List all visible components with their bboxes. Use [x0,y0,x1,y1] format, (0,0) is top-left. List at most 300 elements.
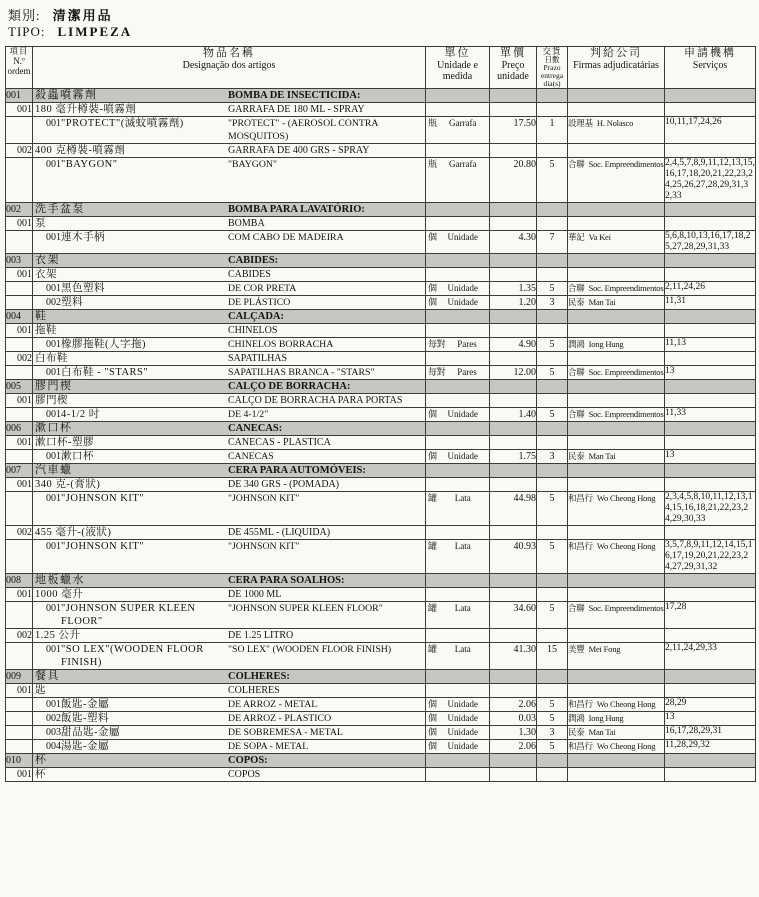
name-pt: SAPATILHAS [228,353,288,364]
name-pt: "JOHNSON KIT" [228,541,300,552]
designation-cell [33,698,426,712]
unit-cell [426,324,490,338]
delivery-days-cell: 3 [537,726,568,740]
designation-wrap [33,450,425,463]
item-number-cell: 009 [6,670,33,684]
unit-price-cell: 2.06 [490,740,537,754]
firm-pt: Iong Hung [588,339,624,349]
designation-cell [33,492,426,526]
delivery-days-cell [537,144,568,158]
unit-pt: Garrafa [449,159,477,169]
item-number-cell [6,408,33,422]
name-pt: "BAYGON" [228,159,278,170]
delivery-days-cell [537,588,568,602]
section-row [6,310,756,324]
firm-zh: 和昌行 [568,741,593,751]
section-row [6,464,756,478]
designation-cell [33,296,426,310]
designation-wrap [33,158,425,171]
name-zh: "SO LEX"(WOODEN FLOOR FINISH) [61,644,204,668]
name-zh: 漱口杯-塑膠 [35,437,94,448]
unit-price-cell: 40.93 [490,540,537,574]
item-number-cell: 001 [6,394,33,408]
designation-cell [33,450,426,464]
col-firm-zh: 判給公司 [590,47,642,59]
sub-item-number: 002 [46,713,61,724]
designation-cell [33,217,426,231]
unit-cell [426,231,490,254]
unit-pt: Unidade [447,727,478,737]
designation-cell [33,89,426,103]
sub-item-number: 001 [46,367,61,378]
services-cell [665,268,756,282]
item-number-cell: 005 [6,380,33,394]
unit-zh: 個 [428,727,437,737]
designation-wrap [33,380,425,393]
designation-wrap [33,366,425,379]
unit-price-cell [490,103,537,117]
name-pt: CANECAS - PLASTICA [228,437,331,448]
col-item-zh: 項目 [9,46,29,56]
group-row [6,394,756,408]
sub-item-number: 002 [46,297,61,308]
name-zh: 洗手盆泵 [35,203,85,215]
designation-wrap [33,103,425,116]
delivery-days-cell [537,217,568,231]
unit-price-cell [490,526,537,540]
delivery-days-cell [537,103,568,117]
services-cell [665,203,756,217]
name-zh: 400 克樽裝-噴霧劑 [35,145,126,156]
unit-cell [426,754,490,768]
services-cell: 5,6,8,10,13,16,17,18,25,27,28,29,31,33 [665,231,756,254]
section-row [6,754,756,768]
name-pt: "JOHNSON KIT" [228,493,300,504]
name-pt: "PROTECT" - (AEROSOL CONTRA MOSQUITOS) [228,118,378,142]
unit-price-cell [490,203,537,217]
delivery-days-cell [537,203,568,217]
section-row [6,574,756,588]
item-number-cell [6,158,33,203]
unit-cell [426,203,490,217]
col-price-zh: 單價 [500,47,526,59]
delivery-days-cell: 5 [537,602,568,629]
item-number-cell: 001 [6,588,33,602]
designation-cell [33,643,426,670]
delivery-days-cell [537,352,568,366]
delivery-days-cell [537,629,568,643]
services-cell [665,380,756,394]
section-row [6,254,756,268]
delivery-days-cell: 5 [537,408,568,422]
delivery-days-cell: 5 [537,282,568,296]
unit-cell [426,282,490,296]
group-row [6,144,756,158]
item-number-cell [6,643,33,670]
item-number-cell: 001 [6,436,33,450]
col-header-item [6,47,33,89]
col-header-services [665,47,756,89]
unit-price-cell [490,629,537,643]
name-zh: 杯 [35,754,48,766]
unit-pt: Lata [454,541,471,551]
name-zh: "JOHNSON KIT" [61,493,145,504]
group-row [6,352,756,366]
delivery-days-cell [537,254,568,268]
designation-wrap [33,670,425,683]
unit-cell [426,408,490,422]
unit-pt: Lata [454,493,471,503]
firm-pt: Man Tai [588,727,616,737]
unit-price-cell [490,670,537,684]
unit-cell [426,726,490,740]
name-zh: "PROTECT"(滅蚊噴霧劑) [61,118,184,129]
delivery-days-cell [537,526,568,540]
item-number-cell: 008 [6,574,33,588]
unit-cell [426,602,490,629]
unit-cell [426,478,490,492]
unit-price-cell: 1.35 [490,282,537,296]
services-cell [665,217,756,231]
name-pt: DE 340 GRS - (POMADA) [228,479,340,490]
awarded-firm-cell [568,740,665,754]
awarded-firm-cell [568,698,665,712]
services-cell [665,574,756,588]
item-number-cell: 002 [6,203,33,217]
firm-zh: 合聯 [568,603,585,613]
unit-price-cell: 44.98 [490,492,537,526]
unit-pt: Lata [454,603,471,613]
name-pt: DE 1000 ML [228,589,282,600]
group-row [6,436,756,450]
unit-cell [426,380,490,394]
item-row [6,231,756,254]
unit-cell [426,422,490,436]
name-pt: CABIDES [228,269,271,280]
unit-zh: 每對 [428,367,446,377]
services-cell: 3,5,7,8,9,11,12,14,15,16,17,19,20,21,22,23,24,27,29,31,32 [665,540,756,574]
unit-cell [426,436,490,450]
unit-zh: 個 [428,297,437,307]
name-pt: DE PLÁSTICO [228,297,291,308]
section-row [6,380,756,394]
awarded-firm-cell [568,726,665,740]
name-pt: DE SOBREMESA - METAL [228,727,343,738]
type-label: TIPO: [8,24,46,39]
unit-price-cell [490,574,537,588]
name-zh: 455 毫升-(液狀) [35,527,112,538]
designation-wrap [33,540,425,553]
awarded-firm-cell [568,324,665,338]
designation-cell [33,310,426,324]
unit-price-cell: 2.06 [490,698,537,712]
item-number-cell [6,338,33,352]
firm-zh: 設理基 [568,118,593,128]
unit-cell [426,352,490,366]
services-cell [665,768,756,782]
item-number-cell [6,450,33,464]
item-row [6,602,756,629]
designation-cell [33,670,426,684]
name-zh: "JOHNSON SUPER KLEEN FLOOR" [61,603,196,627]
firm-pt: Soc. Empreendimentos [588,603,664,613]
designation-cell [33,629,426,643]
sub-item-number: 001 [46,493,61,504]
awarded-firm-cell [568,602,665,629]
awarded-firm-cell [568,574,665,588]
name-zh: 飯匙-金屬 [61,699,109,710]
designation-cell [33,602,426,629]
designation-wrap [33,588,425,601]
designation-wrap [33,144,425,157]
awarded-firm-cell [568,408,665,422]
type-value: LIMPEZA [57,24,133,39]
firm-zh: 合聯 [568,409,585,419]
name-zh: 膠門楔 [35,380,73,392]
awarded-firm-cell [568,422,665,436]
name-zh: 漱口杯 [35,422,73,434]
unit-zh: 個 [428,232,437,242]
sub-item-number: 001 [46,603,61,614]
delivery-days-cell [537,574,568,588]
category-label: 類別: [8,8,41,23]
group-row [6,268,756,282]
sub-item-number: 001 [46,118,61,129]
firm-zh: 民泰 [568,297,585,307]
articles-table [5,46,756,782]
name-zh: 白布鞋 - "STARS" [61,367,149,378]
services-cell [665,526,756,540]
awarded-firm-cell [568,436,665,450]
unit-price-cell: 41.30 [490,643,537,670]
services-cell [665,670,756,684]
awarded-firm-cell [568,117,665,144]
name-pt: DE ARROZ - METAL [228,699,318,710]
services-cell: 2,4,5,7,8,9,11,12,13,15,16,17,18,20,21,22,23,24,25,26,27,28,29,31,32,33 [665,158,755,201]
unit-price-cell [490,422,537,436]
firm-pt: H. Nolasco [596,118,634,128]
unit-cell [426,526,490,540]
designation-cell [33,352,426,366]
services-cell: 13 [665,712,756,726]
name-pt: DE SOPA - METAL [228,741,309,752]
delivery-days-cell [537,268,568,282]
awarded-firm-cell [568,464,665,478]
name-zh: 白布鞋 [35,353,68,364]
item-number-cell: 001 [6,768,33,782]
firm-pt: Mei Fong [588,644,621,654]
name-pt: DE 4-1/2" [228,409,269,420]
delivery-days-cell: 3 [537,296,568,310]
unit-price-cell: 1.75 [490,450,537,464]
designation-cell [33,231,426,254]
delivery-days-cell: 1 [537,117,568,144]
firm-zh: 合聯 [568,283,585,293]
name-zh: 拖鞋 [35,325,57,336]
unit-zh: 每對 [428,339,446,349]
services-cell [665,103,756,117]
delivery-days-cell: 5 [537,338,568,352]
sub-item-number: 001 [46,159,61,170]
designation-wrap [33,231,425,244]
item-number-cell [6,740,33,754]
item-number-cell [6,698,33,712]
name-pt: SAPATILHAS BRANCA - "STARS" [228,367,375,378]
col-price-pt: Preço unidade [497,60,529,82]
group-row [6,768,756,782]
col-days-zh: 交貨 [542,46,562,56]
name-zh: 甜品匙-金屬 [61,727,120,738]
designation-wrap [33,117,425,143]
services-cell: 11,33 [665,408,756,422]
unit-price-cell [490,380,537,394]
awarded-firm-cell [568,768,665,782]
name-zh: 地板蠟水 [35,574,85,586]
awarded-firm-cell [568,231,665,254]
designation-cell [33,740,426,754]
unit-pt: Lata [454,644,471,654]
item-row [6,740,756,754]
unit-price-cell [490,324,537,338]
designation-wrap [33,492,425,505]
item-number-cell: 003 [6,254,33,268]
designation-wrap [33,602,425,628]
section-row [6,422,756,436]
sub-item-number: 001 [46,339,61,350]
services-cell: 11,13 [665,338,756,352]
delivery-days-cell: 5 [537,158,568,203]
name-pt: BOMBA [228,218,265,229]
awarded-firm-cell [568,478,665,492]
item-number-cell [6,296,33,310]
unit-cell [426,450,490,464]
unit-zh: 個 [428,409,437,419]
delivery-days-cell [537,89,568,103]
designation-cell [33,103,426,117]
awarded-firm-cell [568,203,665,217]
awarded-firm-cell [568,712,665,726]
item-number-cell: 001 [6,478,33,492]
designation-wrap [33,352,425,365]
col-header-days [537,47,568,89]
name-zh: 飯匙-塑料 [61,713,109,724]
services-cell [665,352,756,366]
col-unit-zh: 單位 [444,47,471,59]
unit-zh: 罐 [428,644,437,654]
awarded-firm-cell [568,684,665,698]
name-pt: DE 1.25 LITRO [228,630,294,641]
unit-price-cell [490,684,537,698]
sub-item-number: 001 [46,541,61,552]
name-zh: "BAYGON" [61,159,118,170]
item-number-cell [6,117,33,144]
name-zh: 塑料 [61,297,83,308]
unit-pt: Pares [457,367,477,377]
section-row [6,203,756,217]
unit-cell [426,394,490,408]
unit-cell [426,574,490,588]
group-row [6,526,756,540]
designation-wrap [33,643,425,669]
designation-wrap [33,268,425,281]
unit-price-cell [490,268,537,282]
item-number-cell: 006 [6,422,33,436]
awarded-firm-cell [568,394,665,408]
item-number-cell [6,231,33,254]
designation-wrap [33,282,425,295]
awarded-firm-cell [568,526,665,540]
designation-wrap [33,310,425,323]
unit-price-cell [490,464,537,478]
item-number-cell [6,540,33,574]
unit-pt: Unidade [447,297,478,307]
unit-zh: 個 [428,451,437,461]
name-zh: 汽車蠟 [35,464,73,476]
unit-cell [426,268,490,282]
designation-cell [33,436,426,450]
awarded-firm-cell [568,540,665,574]
item-number-cell [6,366,33,380]
awarded-firm-cell [568,158,665,203]
col-header-price [490,47,537,89]
name-zh: 衣架 [35,254,60,266]
group-row [6,684,756,698]
delivery-days-cell [537,394,568,408]
services-cell [665,422,756,436]
unit-pt: Unidade [447,451,478,461]
item-row [6,408,756,422]
designation-cell [33,422,426,436]
type-line [8,24,755,40]
unit-cell [426,144,490,158]
firm-zh: 潤鴻 [568,713,585,723]
services-cell: 28,29 [665,698,756,712]
delivery-days-cell [537,754,568,768]
name-zh: 泵 [35,218,46,229]
services-cell [665,324,756,338]
designation-cell [33,574,426,588]
unit-zh: 罐 [428,493,437,503]
group-row [6,217,756,231]
firm-pt: Wo Cheong Hong [596,741,656,751]
awarded-firm-cell [568,217,665,231]
item-row [6,540,756,574]
col-name-pt: Designação dos artigos [182,60,276,71]
firm-pt: Soc. Empreendimentos [588,159,664,169]
item-number-cell: 002 [6,629,33,643]
name-zh: 匙 [35,685,46,696]
col-item-pt2: ordem [7,66,31,76]
name-pt: DE 455ML - (LIQUIDA) [228,527,331,538]
item-number-cell: 004 [6,310,33,324]
designation-cell [33,684,426,698]
designation-wrap [33,324,425,337]
col-firm-pt: Firmas adjudicatárias [573,60,659,71]
services-cell [665,144,756,158]
designation-wrap [33,408,425,421]
name-zh: 1.25 公升 [35,630,81,641]
designation-cell [33,203,426,217]
services-cell: 16,17,28,29,31 [665,726,756,740]
firm-pt: Man Tai [588,451,616,461]
unit-zh: 罐 [428,541,437,551]
unit-cell [426,254,490,268]
designation-cell [33,282,426,296]
item-number-cell [6,492,33,526]
delivery-days-cell: 3 [537,450,568,464]
name-zh: 鞋 [35,310,48,322]
delivery-days-cell: 5 [537,492,568,526]
